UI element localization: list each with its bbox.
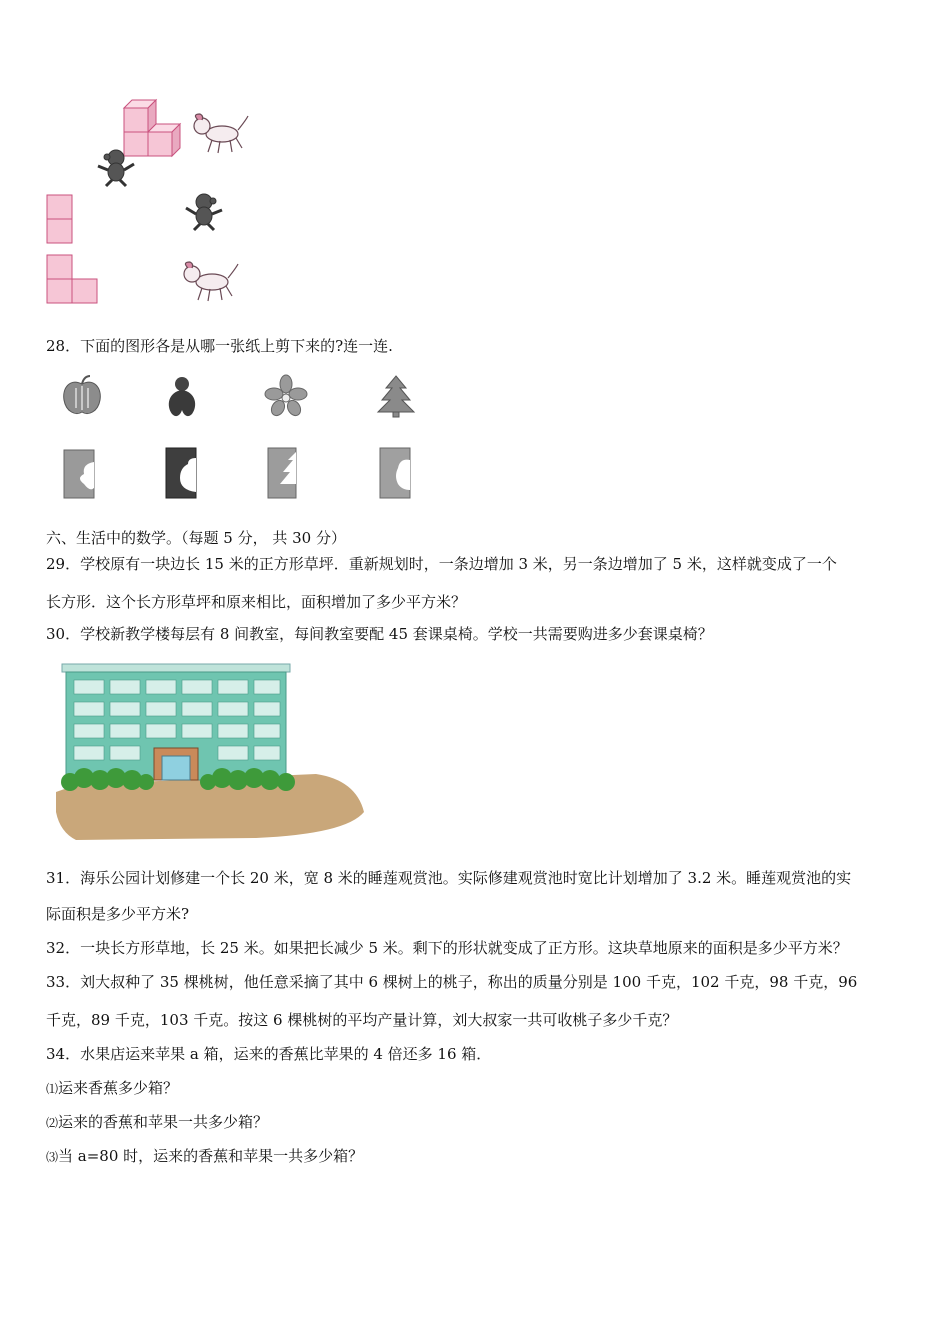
school-building-illustration xyxy=(56,662,366,842)
q34-part3-number: ⑶ xyxy=(46,1150,59,1164)
q34-part3-text: 当 a=80 时，运来的香蕉和苹果一共多少箱？ xyxy=(58,1147,364,1165)
monkey-icon xyxy=(182,192,226,232)
gourd-icon xyxy=(162,372,202,420)
q29-line1: 29．学校原有一块边长 15 米的正方形草坪．重新规划时，一条边增加 3 米，另一条边增加了 5 米，这样就变成了一个 xyxy=(46,555,837,573)
dog-icon xyxy=(182,262,240,306)
dog-icon xyxy=(190,112,248,156)
q34-part2 xyxy=(46,1112,268,1133)
paper-with-gourd-hole xyxy=(162,446,202,500)
monkey-icon xyxy=(94,148,138,188)
q34-part2-number: ⑵ xyxy=(46,1116,59,1130)
q29-line2: 长方形．这个长方形草坪和原来相比，面积增加了多少平方米？ xyxy=(46,593,467,611)
q28-text: 28．下面的图形各是从哪一张纸上剪下来的?连一连. xyxy=(46,337,393,355)
q33-line1: 33．刘大叔种了 35 棵桃树，他任意采摘了其中 6 棵树上的桃子，称出的质量分别是 100 千克，102 千克，98 千克，96 xyxy=(46,973,858,991)
q33-line2: 千克，89 千克，103 千克。按这 6 棵桃树的平均产量计算，刘大叔家一共可收桃子多少千克？ xyxy=(46,1011,678,1029)
q34-part2-text: 运来的香蕉和苹果一共多少箱？ xyxy=(58,1113,269,1131)
section-6-heading: 六、生活中的数学。（每题 5 分， 共 30 分） xyxy=(46,529,346,547)
paper-with-tree-hole xyxy=(264,446,304,500)
q34-part1-text: 运来香蕉多少箱？ xyxy=(58,1079,179,1097)
front-view-figure xyxy=(46,194,74,246)
flower-icon xyxy=(264,374,308,418)
paper-with-flower-hole xyxy=(60,448,100,500)
q34-part3 xyxy=(46,1146,363,1167)
q30-text: 30．学校新教学楼每层有 8 间教室，每间教室要配 45 套课桌椅。学校一共需要购进多少套课桌椅？ xyxy=(46,625,713,643)
side-view-figure xyxy=(46,254,100,306)
q34-stem: 34．水果店运来苹果 a 箱，运来的香蕉比苹果的 4 倍还多 16 箱． xyxy=(46,1045,492,1063)
q32-text: 32．一块长方形草地，长 25 米。如果把长减少 5 米。剩下的形状就变成了正方形。这块草地原来的面积是多少平方米？ xyxy=(46,939,848,957)
q34-part1-number: ⑴ xyxy=(46,1082,59,1096)
q34-part1 xyxy=(46,1078,178,1099)
q31-line1: 31．海乐公园计划修建一个长 20 米，宽 8 米的睡莲观赏池。实际修建观赏池时宽比计划增加了 3.2 米。睡莲观赏池的实 xyxy=(46,869,852,887)
tree-icon xyxy=(376,374,416,418)
paper-with-apple-hole xyxy=(376,446,416,500)
apple-icon xyxy=(60,374,104,418)
q31-line2: 际面积是多少平方米? xyxy=(46,905,190,923)
